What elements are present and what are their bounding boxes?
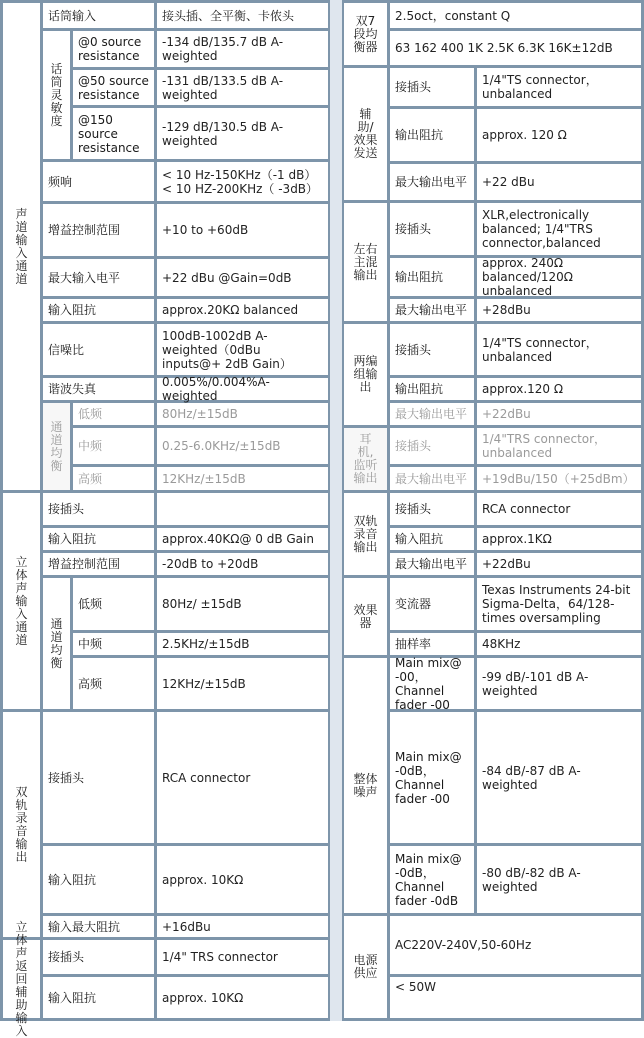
tape-max-label: 输入最大阻抗 <box>43 916 154 937</box>
group-impedance-value: approx.120 Ω <box>477 378 641 400</box>
stereo-eq-high-label: 高频 <box>73 658 154 709</box>
group-connector-value: 1/4"TS connector，unbalanced <box>477 324 641 375</box>
gain-value: +10 to +60dB <box>157 204 328 256</box>
return-impedance-value: approx. 10KΩ <box>157 977 328 1018</box>
power-value-1: AC220V-240V,50-60Hz <box>390 916 641 974</box>
eq-mid-value: 0.25-6.0KHz/±15dB <box>157 428 328 464</box>
main-impedance-value: approx. 240Ω balanced/120Ω unbalanced <box>477 258 641 296</box>
tape-connector-label: 接插头 <box>43 712 154 843</box>
section-phones: 耳机,监听输出 <box>344 428 387 490</box>
noise-value-1: -84 dB/-87 dB A-weighted <box>477 712 641 843</box>
noise-value-2: -80 dB/-82 dB A-weighted <box>477 846 641 913</box>
freq-value <box>157 162 328 201</box>
section-channel-input: 声道输入通道 <box>3 3 40 490</box>
rate-value: 48KHz <box>477 633 641 655</box>
stereo-gain-value: -20dB to +20dB <box>157 553 328 575</box>
main-connector-value: XLR,electronically balanced; 1/4"TRS connector,balanced <box>477 203 641 255</box>
impedance-value: approx.20KΩ balanced <box>157 299 328 321</box>
section-tape-out-right: 双轨录音输出 <box>344 493 387 575</box>
section-main-out: 左右主混输出 <box>344 203 387 321</box>
sens-label-2: @150 source resistance <box>73 108 154 159</box>
stereo-gain-label: 增益控制范围 <box>43 553 154 575</box>
eq-mid-label: 中频 <box>73 428 154 464</box>
thd-value: 0.005%/0.004%A-weighted <box>157 378 328 400</box>
stereo-impedance-label: 输入阻抗 <box>43 528 154 550</box>
stereo-eq-mid-label: 中频 <box>73 633 154 655</box>
gain-label: 增益控制范围 <box>43 204 154 256</box>
freq-value-2: < 10 HZ-200KHz（ -3dB） <box>162 181 319 196</box>
section-geq: 双7段均衡器 <box>344 3 387 65</box>
rtape-connector-value: RCA connector <box>477 493 641 525</box>
section-power: 电源供应 <box>344 916 387 1018</box>
rtape-impedance-label: 输入阻抗 <box>390 528 474 550</box>
geq-value-1: 2.5oct，constant Q <box>390 3 641 28</box>
eq-high-label: 高频 <box>73 467 154 490</box>
group-max-value: +22dBu <box>477 403 641 425</box>
stereo-eq-low-label: 低频 <box>73 578 154 630</box>
section-effects: 效果器 <box>344 578 387 655</box>
rtape-impedance-value: approx.1KΩ <box>477 528 641 550</box>
sens-value-2: -129 dB/130.5 dB A-weighted <box>157 108 328 159</box>
return-connector-value: 1/4" TRS connector <box>157 940 328 974</box>
aux-connector-value: 1/4"TS connector，unbalanced <box>477 68 641 106</box>
section-stereo-input: 立体声输入通道 <box>3 493 40 709</box>
group-impedance-label: 输出阻抗 <box>390 378 474 400</box>
phones-connector-value: 1/4"TRS connector，unbalanced <box>477 428 641 464</box>
section-tape-out-left: 双轨录音输出 <box>3 712 40 937</box>
stereo-eq-high-value: 12KHz/±15dB <box>157 658 328 709</box>
phones-connector-label: 接插头 <box>390 428 474 464</box>
main-max-value: +28dBu <box>477 299 641 321</box>
phones-max-label: 最大输出电平 <box>390 467 474 490</box>
noise-label-1: Main mix@ -0dB，Channel fader -00 <box>390 712 474 843</box>
stereo-eq-group: 通道均衡 <box>43 578 70 709</box>
mic-input-label: 话筒输入 <box>43 3 154 28</box>
eq-high-value: 12KHz/±15dB <box>157 467 328 490</box>
main-impedance-label: 输出阻抗 <box>390 258 474 296</box>
freq-value-1: < 10 Hz-150KHz（-1 dB） <box>162 167 317 182</box>
rtape-max-label: 最大输出电平 <box>390 553 474 575</box>
sens-value-0: -134 dB/135.7 dB A-weighted <box>157 31 328 67</box>
stereo-impedance-value: approx.40KΩ@ 0 dB Gain <box>157 528 328 550</box>
snr-label: 信噪比 <box>43 324 154 375</box>
section-noise: 整体噪声 <box>344 658 387 913</box>
converter-value: Texas Instruments 24-bit Sigma-Delta，64/128-times oversampling <box>477 578 641 630</box>
section-stereo-return: 立体声返回辅助输入 <box>3 940 40 1018</box>
mic-input-value: 接头插、全平衡、卡侬头 <box>157 3 328 28</box>
tape-impedance-label: 输入阻抗 <box>43 846 154 913</box>
tape-max-value: +16dBu <box>157 916 328 937</box>
phones-max-value: +19dBu/150（+25dBm） <box>477 467 641 490</box>
rtape-connector-label: 接插头 <box>390 493 474 525</box>
geq-value-2: 63 162 400 1K 2.5K 6.3K 16K±12dB <box>390 31 641 65</box>
aux-impedance-value: approx. 120 Ω <box>477 109 641 161</box>
group-connector-label: 接插头 <box>390 324 474 375</box>
power-value-2: < 50W <box>390 977 641 1018</box>
column-divider <box>330 0 342 1021</box>
max-input-label: 最大输入电平 <box>43 259 154 296</box>
thd-label: 谐波失真 <box>43 378 154 400</box>
stereo-connector-label: 接插头 <box>43 493 154 525</box>
sens-label-1: @50 source resistance <box>73 70 154 105</box>
main-max-label: 最大输出电平 <box>390 299 474 321</box>
rate-label: 抽样率 <box>390 633 474 655</box>
stereo-eq-low-value: 80Hz/ ±15dB <box>157 578 328 630</box>
section-group-out: 两编组输出 <box>344 324 387 425</box>
freq-label: 频响 <box>43 162 154 201</box>
noise-label-2: Main mix@ -0dB，Channel fader -0dB <box>390 846 474 913</box>
snr-value: 100dB-1002dB A-weighted（0dBu inputs@+ 2dB Gain） <box>157 324 328 375</box>
eq-low-value: 80Hz/±15dB <box>157 403 328 425</box>
section-aux: 辅助/效果发送 <box>344 68 387 200</box>
stereo-eq-mid-value: 2.5KHz/±15dB <box>157 633 328 655</box>
aux-connector-label: 接插头 <box>390 68 474 106</box>
return-impedance-label: 输入阻抗 <box>43 977 154 1018</box>
noise-label-0: Main mix@ -00，Channel fader -00 <box>390 658 474 709</box>
rtape-max-value: +22dBu <box>477 553 641 575</box>
tape-connector-value: RCA connector <box>157 712 328 843</box>
converter-label: 变流器 <box>390 578 474 630</box>
noise-value-0: -99 dB/-101 dB A-weighted <box>477 658 641 709</box>
sens-label-0: @0 source resistance <box>73 31 154 67</box>
mic-sensitivity-group: 话筒灵敏度 <box>43 31 70 159</box>
aux-max-value: +22 dBu <box>477 164 641 200</box>
group-max-label: 最大输出电平 <box>390 403 474 425</box>
main-connector-label: 接插头 <box>390 203 474 255</box>
channel-eq-group: 通道均衡 <box>43 403 70 490</box>
eq-low-label: 低频 <box>73 403 154 425</box>
aux-impedance-label: 输出阻抗 <box>390 109 474 161</box>
tape-impedance-value: approx. 10KΩ <box>157 846 328 913</box>
stereo-connector-value <box>157 493 328 525</box>
sens-value-1: -131 dB/133.5 dB A-weighted <box>157 70 328 105</box>
max-input-value: +22 dBu @Gain=0dB <box>157 259 328 296</box>
impedance-label: 输入阻抗 <box>43 299 154 321</box>
return-connector-label: 接插头 <box>43 940 154 974</box>
aux-max-label: 最大输出电平 <box>390 164 474 200</box>
